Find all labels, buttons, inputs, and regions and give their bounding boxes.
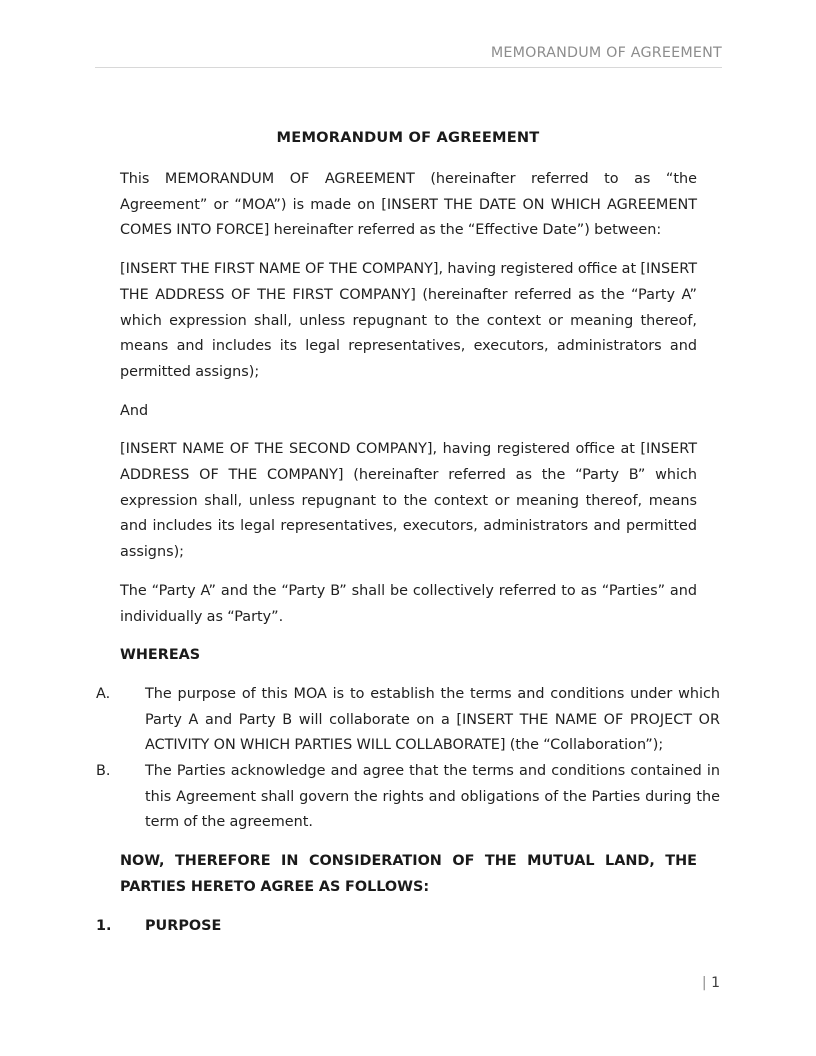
document-title: MEMORANDUM OF AGREEMENT <box>276 129 540 146</box>
now-therefore-paragraph: NOW, THEREFORE IN CONSIDERATION OF THE MUTUAL LAND, THE PARTIES HERETO AGREE AS FOLLOWS: <box>120 853 697 895</box>
section-heading-purpose <box>96 914 720 940</box>
footer-separator: | <box>701 975 707 991</box>
whereas-heading: WHEREAS <box>120 647 201 664</box>
recital-marker: B. <box>96 763 111 780</box>
list-item <box>96 759 720 836</box>
page-header <box>95 45 722 68</box>
party-b-paragraph: [INSERT NAME OF THE SECOND COMPANY], having registered office at [INSERT ADDRESS OF THE COMPANY] (hereinafter referred as the “Party B” which expression shall, unless repugnant to the context or meaning thereof, means and includes its legal representatives, executors, administrators and permitted assigns); <box>120 441 697 561</box>
section-title: PURPOSE <box>145 917 222 934</box>
header-running-title: MEMORANDUM OF AGREEMENT <box>490 45 722 61</box>
recitals-list <box>96 682 720 836</box>
connector-paragraph: And <box>120 402 149 419</box>
party-a-paragraph: [INSERT THE FIRST NAME OF THE COMPANY], having registered office at [INSERT THE ADDRESS OF THE FIRST COMPANY] (hereinafter referred as the “Party A” which expression shall, unless repugnant to the context or meaning thereof, means and includes its legal representatives, executors, administrators and permitted assigns); <box>120 261 697 380</box>
recital-marker: A. <box>96 685 111 702</box>
section-number: 1. <box>96 917 112 934</box>
recital-text: The purpose of this MOA is to establish the terms and conditions under which Party A and Party B will collaborate on a [INSERT THE NAME OF PROJECT OR ACTIVITY ON WHICH PARTIES WILL COLLABORATE] (the “Collaboration”); <box>145 685 720 754</box>
footer-page-number: 1 <box>711 975 720 991</box>
list-item <box>96 682 720 759</box>
page-footer <box>96 974 720 992</box>
intro-paragraph: This MEMORANDUM OF AGREEMENT (hereinafter referred to as “the Agreement” or “MOA”) is made on [INSERT THE DATE ON WHICH AGREEMENT COMES INTO FORCE] hereinafter referred as the “Effective Date”) between: <box>120 171 697 239</box>
parties-clause-paragraph: The “Party A” and the “Party B” shall be collectively referred to as “Parties” and individually as “Party”. <box>120 582 697 625</box>
recital-text: The Parties acknowledge and agree that the terms and conditions contained in this Agreement shall govern the rights and obligations of the Parties during the term of the agreement. <box>145 763 720 831</box>
document-body <box>96 68 720 939</box>
